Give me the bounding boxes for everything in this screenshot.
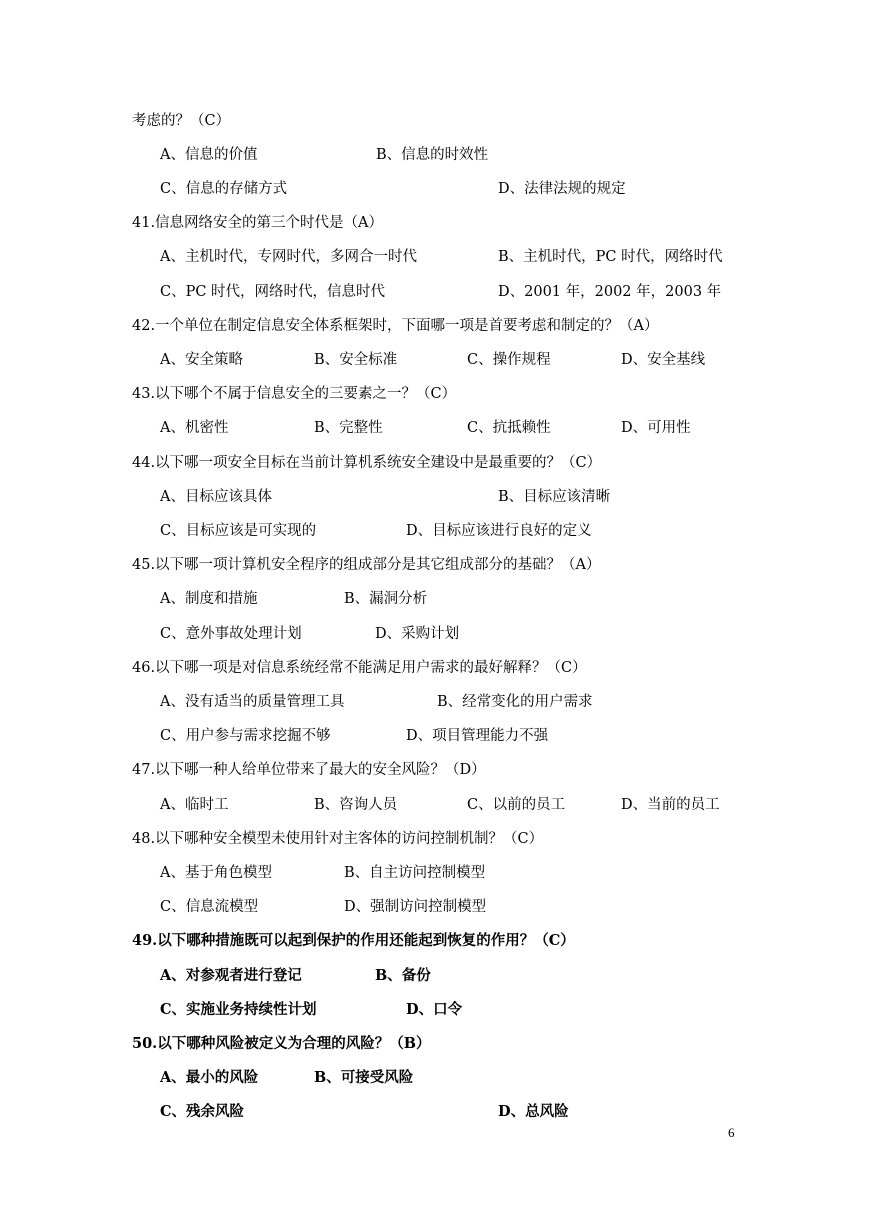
option-50-c: C、残余风险 (160, 1103, 245, 1120)
question-45: 45.以下哪一项计算机安全程序的组成部分是其它组成部分的基础？（A） (132, 557, 601, 573)
option-40-c: C、信息的存储方式 (160, 181, 288, 197)
option-46-d: D、项目管理能力不强 (406, 728, 549, 744)
option-42-d: D、安全基线 (621, 352, 706, 368)
question-40-continuation: 考虑的？（C） (132, 113, 231, 129)
option-43-a: A、机密性 (160, 420, 229, 436)
option-45-a: A、制度和措施 (160, 591, 258, 607)
option-43-b: B、完整性 (314, 420, 383, 436)
option-43-c: C、抗抵赖性 (467, 420, 551, 436)
option-48-a: A、基于角色模型 (160, 865, 272, 881)
question-47: 47.以下哪一种人给单位带来了最大的安全风险？（D） (132, 762, 486, 778)
question-41: 41.信息网络安全的第三个时代是（A） (132, 215, 384, 231)
option-42-b: B、安全标准 (314, 352, 398, 368)
option-42-a: A、安全策略 (160, 352, 243, 368)
question-49: 49.以下哪种措施既可以起到保护的作用还能起到恢复的作用？（C） (132, 932, 575, 949)
question-48: 48.以下哪种安全模型未使用针对主客体的访问控制机制？（C） (132, 831, 544, 847)
option-41-c: C、PC 时代，网络时代，信息时代 (160, 284, 386, 300)
option-49-c: C、实施业务持续性计划 (160, 1001, 317, 1018)
option-49-d: D、口令 (406, 1001, 463, 1018)
option-49-a: A、对参观者进行登记 (160, 967, 302, 984)
option-44-c: C、目标应该是可实现的 (160, 523, 317, 539)
option-40-b: B、信息的时效性 (376, 147, 489, 163)
option-45-b: B、漏洞分析 (344, 591, 428, 607)
option-43-d: D、可用性 (621, 420, 691, 436)
option-44-a: A、目标应该具体 (160, 489, 272, 505)
option-49-b: B、备份 (375, 967, 431, 984)
question-50: 50.以下哪种风险被定义为合理的风险？（B） (132, 1035, 431, 1052)
option-47-b: B、咨询人员 (314, 797, 398, 813)
question-43: 43.以下哪个不属于信息安全的三要素之一？（C） (132, 386, 457, 402)
option-44-d: D、目标应该进行良好的定义 (406, 523, 592, 539)
option-41-b: B、主机时代，PC 时代，网络时代 (498, 249, 723, 265)
option-50-b: B、可接受风险 (314, 1069, 414, 1086)
option-40-d: D、法律法规的规定 (498, 181, 626, 197)
option-46-c: C、用户参与需求挖掘不够 (160, 728, 331, 744)
option-46-a: A、没有适当的质量管理工具 (160, 694, 345, 710)
option-50-a: A、最小的风险 (160, 1069, 259, 1086)
question-42: 42.一个单位在制定信息安全体系框架时，下面哪一项是首要考虑和制定的？（A） (132, 318, 659, 334)
question-44: 44.以下哪一项安全目标在当前计算机系统安全建设中是最重要的？（C） (132, 455, 602, 471)
option-45-d: D、采购计划 (375, 626, 460, 642)
option-42-c: C、操作规程 (467, 352, 551, 368)
option-47-a: A、临时工 (160, 797, 229, 813)
option-46-b: B、经常变化的用户需求 (437, 694, 593, 710)
option-48-b: B、自主访问控制模型 (344, 865, 486, 881)
option-40-a: A、信息的价值 (160, 147, 258, 163)
option-41-a: A、主机时代，专网时代，多网合一时代 (160, 249, 417, 265)
option-45-c: C、意外事故处理计划 (160, 626, 302, 642)
option-47-c: C、以前的员工 (467, 797, 566, 813)
option-44-b: B、目标应该清晰 (498, 489, 611, 505)
option-48-d: D、强制访问控制模型 (344, 899, 487, 915)
option-47-d: D、当前的员工 (621, 797, 720, 813)
question-46: 46.以下哪一项是对信息系统经常不能满足用户需求的最好解释？（C） (132, 660, 587, 676)
page-number: 6 (728, 1125, 735, 1140)
option-48-c: C、信息流模型 (160, 899, 259, 915)
option-50-d: D、总风险 (498, 1103, 569, 1120)
option-41-d: D、2001 年，2002 年，2003 年 (498, 284, 722, 300)
